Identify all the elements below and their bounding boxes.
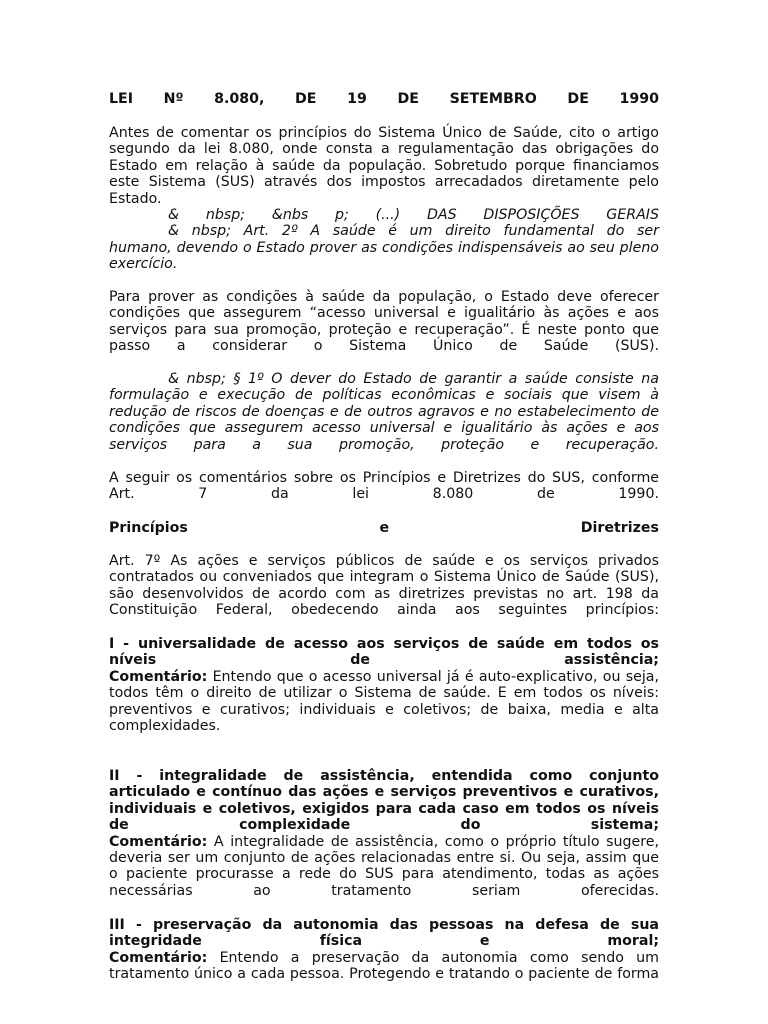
quote-art2-line2: & nbsp; Art. 2º A saúde é um direito fundamental do ser <box>168 223 659 240</box>
principle-2 <box>109 768 659 899</box>
principle-2-comment <box>109 834 659 900</box>
quote-paragraph-1: & nbsp; § 1º O dever do Estado de garantir a saúde consiste na formulação e execução de políticas econômicas e sociais que visem à redução de riscos de doenças e de outros agravos e no estabelecimento de condições que assegurem acesso universal e igualitário às ações e aos serviços para a sua promoção, proteção e recuperação. <box>109 371 659 453</box>
principle-3-title: III - preservação da autonomia das pessoas na defesa de sua integridade física e moral; <box>109 917 659 950</box>
comment-label: Comentário: <box>109 833 208 850</box>
principle-1-comment-text: Entendo que o acesso universal já é auto-explicativo, ou seja, todos têm o direito de utilizar o Sistema de saúde. E em todos os níveis: preventivos e curativos; individuais e coletivos; de baixa, media e alta complexidades. <box>109 668 659 735</box>
quote-art2-line1: & nbsp; &nbs p; (...) DAS DISPOSIÇÕES GERAIS <box>168 207 659 223</box>
principle-3-comment <box>109 950 659 983</box>
paragraph-conditions: Para prover as condições à saúde da população, o Estado deve oferecer condições que assegurem “acesso universal e igualitário às ações e aos serviços para sua promoção, proteção e recuperação”. É neste ponto que passo a considerar o Sistema Único de Saúde (SUS). <box>109 289 659 355</box>
quote-art2-rest: humano, devendo o Estado prover as condições indispensáveis ao seu pleno exercício. <box>109 239 659 273</box>
quote-art2 <box>109 207 659 273</box>
comment-label: Comentário: <box>109 949 208 966</box>
principle-2-comment-text: A integralidade de assistência, como o próprio título sugere, deveria ser um conjunto de ações relacionadas entre si. Ou seja, assim que o paciente procurasse a rede do SUS para atendimento, todas as ações necessárias ao tratamento seriam oferecidas. <box>109 833 659 899</box>
art7-paragraph: Art. 7º As ações e serviços públicos de saúde e os serviços privados contratados ou conveniados que integram o Sistema Único de Saúde (SUS), são desenvolvidos de acordo com as diretrizes previstas no art. 198 da Constituição Federal, obedecendo ainda aos seguintes princípios: <box>109 553 659 619</box>
principle-2-title: II - integralidade de assistência, entendida como conjunto articulado e contínuo das ações e serviços preventivos e curativos, individuais e coletivos, exigidos para cada caso em todos os níveis de complexidade do sistema; <box>109 768 659 834</box>
paragraph-comments-intro: A seguir os comentários sobre os Princípios e Diretrizes do SUS, conforme Art. 7 da lei 8.080 de 1990. <box>109 470 659 503</box>
law-title: LEI Nº 8.080, DE 19 DE SETEMBRO DE 1990 <box>109 91 659 107</box>
comment-label: Comentário: <box>109 668 208 685</box>
principle-3 <box>109 917 659 983</box>
section-heading: Princípios e Diretrizes <box>109 520 659 536</box>
principle-1-comment <box>109 669 659 735</box>
principle-3-comment-text: Entendo a preservação da autonomia como sendo um tratamento único a cada pessoa. Protegendo e tratando o paciente de forma <box>109 949 659 983</box>
principle-1 <box>109 636 659 734</box>
principle-1-title: I - universalidade de acesso aos serviços de saúde em todos os níveis de assistência; <box>109 636 659 669</box>
intro-paragraph: Antes de comentar os princípios do Sistema Único de Saúde, cito o artigo segundo da lei 8.080, onde consta a regulamentação das obrigações do Estado em relação à saúde da população. Sobretudo porque financiamos este Sistema (SUS) através dos impostos arrecadados diretamente pelo Estado. <box>109 125 659 207</box>
